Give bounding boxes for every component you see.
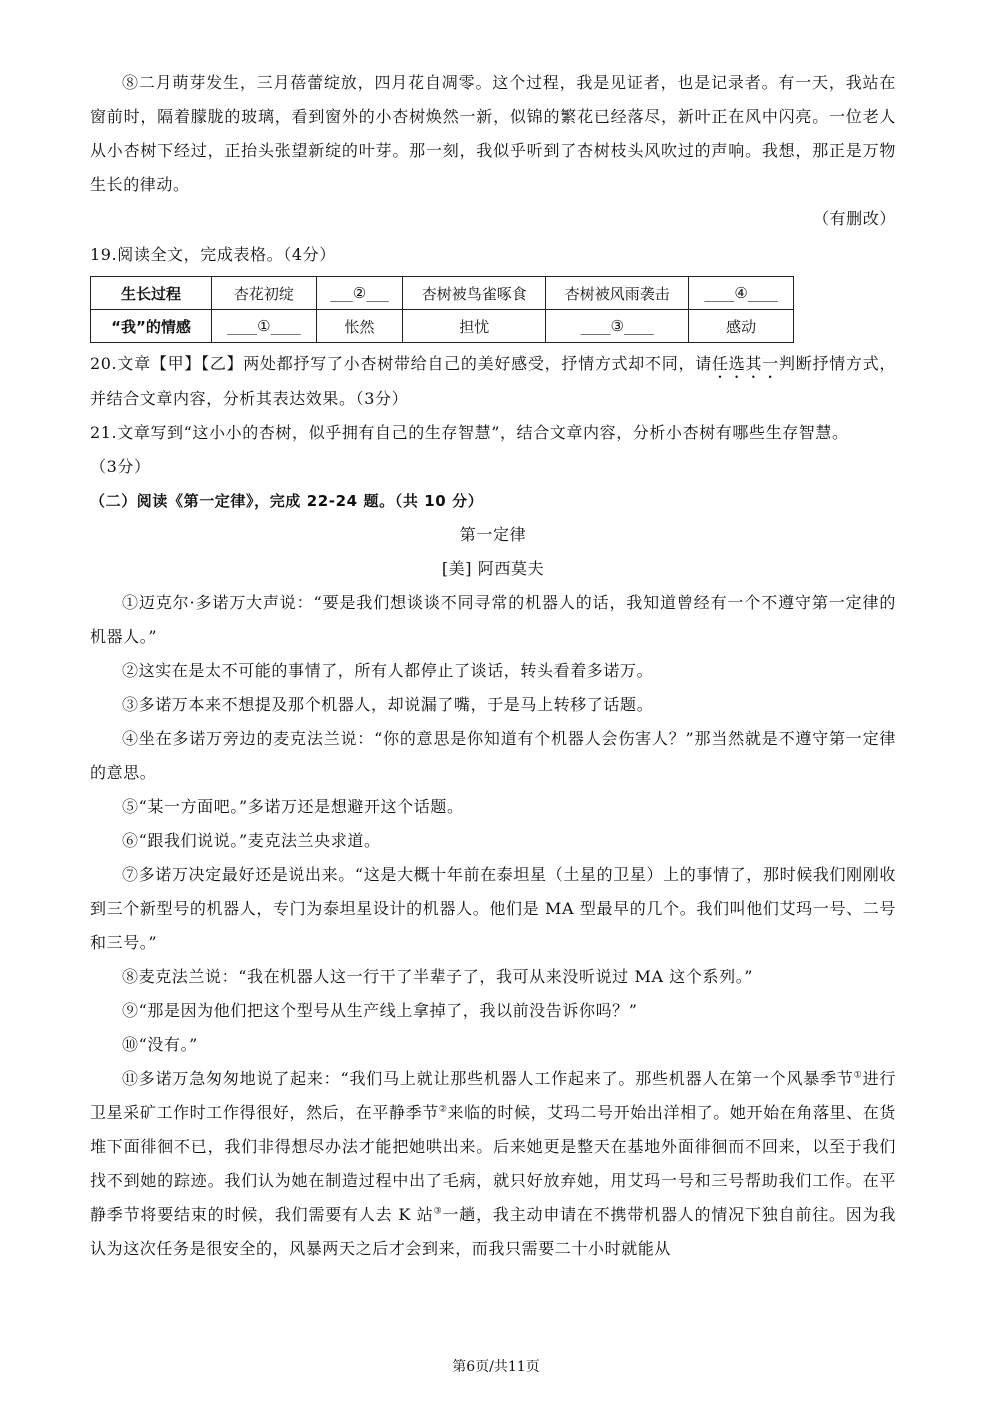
question-19: 19.阅读全文，完成表格。（4分） [90, 245, 336, 264]
table-cell: 杏树被鸟雀啄食 [403, 277, 546, 310]
table-cell-blank: ____④____ [689, 277, 794, 310]
question-21-score: （3分） [90, 457, 151, 476]
page-number: 第6页/共11页 [452, 1359, 540, 1375]
table-cell-blank: ___②___ [316, 277, 403, 310]
story-paragraph: ③多诺万本来不想提及那个机器人，却说漏了嘴，于是马上转移了话题。 [122, 695, 654, 714]
document-page [90, 66, 896, 1266]
story-paragraph: ④坐在多诺万旁边的麦克法兰说：“你的意思是你知道有个机器人会伤害人？”那当然就是不遵守第一定律的意思。 [90, 729, 896, 782]
story-text: 一趟，我主动申请在不携带机器人的情况下独自前往。因为我认为这次任务是很安全的，风暴两天之后才会到来，而我只需要二十小时就能从 [90, 1205, 897, 1258]
table-cell: 生长过程 [91, 277, 212, 310]
table-cell: 怅然 [316, 310, 403, 343]
table-cell: “我”的情感 [91, 310, 212, 343]
story-paragraph: ⑩“没有。” [122, 1035, 198, 1054]
footnote-marker: ① [853, 1070, 863, 1081]
table-row-growth [91, 277, 794, 310]
table-cell: 杏花初绽 [212, 277, 317, 310]
story-paragraph: ⑥“跟我们说说。”麦克法兰央求道。 [122, 831, 381, 850]
story-text: 进行卫星采矿工作时工作得很好，然后，在平静季节 [90, 1069, 897, 1122]
section-heading: （二）阅读《第一定律》，完成 22-24 题。（共 10 分） [90, 492, 484, 510]
emphasis-text: 任选其一 [712, 354, 779, 373]
table-cell: 担忧 [403, 310, 546, 343]
footnote-marker: ③ [433, 1206, 443, 1217]
question-20 [90, 347, 896, 416]
story-title: 第一定律 [459, 525, 527, 544]
table-row-emotion [91, 310, 794, 343]
story-paragraph: ⑨“那是因为他们把这个型号从生产线上拿掉了，我以前没告诉你吗？” [122, 1001, 638, 1020]
question-20-text: 20.文章【甲】【乙】两处都抒写了小杏树带给自己的美好感受，抒情方式却不同，请 [90, 354, 712, 373]
footnote-marker: ② [438, 1104, 448, 1115]
story-paragraph: ⑦多诺万决定最好还是说出来。“这是大概十年前在泰坦星（土星的卫星）上的事情了，那时候我们刚刚收到三个新型号的机器人，专门为泰坦星设计的机器人。他们是 MA 型最早的几个。我们叫他们艾玛一号、二号和三号。” [90, 865, 896, 952]
table-cell: 杏树被风雨袭击 [546, 277, 689, 310]
story-paragraph: ⑧麦克法兰说：“我在机器人这一行干了半辈子了，我可从来没听说过 MA 这个系列。” [122, 967, 754, 986]
question-21: 21.文章写到“这小小的杏树，似乎拥有自己的生存智慧”，结合文章内容，分析小杏树有哪些生存智慧。 [90, 423, 849, 442]
growth-emotion-table [90, 276, 794, 343]
table-cell-blank: ____①____ [212, 310, 317, 343]
question-20-text-end: 判断抒情方式，并结合文章内容，分析其表达效果。（3分） [90, 354, 897, 408]
story-paragraph: ②这实在是太不可能的事情了，所有人都停止了谈话，转头看着多诺万。 [122, 661, 654, 680]
story-paragraph: ①迈克尔·多诺万大声说：“要是我们想谈谈不同寻常的机器人的话，我知道曾经有一个不遵守第一定律的机器人。” [90, 593, 896, 646]
table-cell: 感动 [689, 310, 794, 343]
table-cell-blank: ____③____ [546, 310, 689, 343]
passage-paragraph-8: ⑧二月萌芽发生，三月蓓蕾绽放，四月花自凋零。这个过程，我是见证者，也是记录者。有一天，我站在窗前时，隔着朦胧的玻璃，看到窗外的小杏树焕然一新，似锦的繁花已经落尽，新叶正在风中闪亮。一位老人从小杏树下经过，正抬头张望新绽的叶芽。那一刻，我似乎听到了杏树枝头风吹过的声响。我想，那正是万物生长的律动。 [90, 73, 896, 194]
story-paragraph-11 [90, 1062, 896, 1266]
story-paragraph: ⑤“某一方面吧。”多诺万还是想避开这个话题。 [122, 797, 464, 816]
story-author: [美] 阿西莫夫 [441, 559, 545, 578]
story-text: ⑪多诺万急匆匆地说了起来：“我们马上就让那些机器人工作起来了。那些机器人在第一个风暴季节 [122, 1069, 854, 1088]
story-text: 来临的时候，艾玛二号开始出洋相了。她开始在角落里、在货堆下面徘徊不已，我们非得想尽办法才能把她哄出来。后来她更是整天在基地外面徘徊而不回来，以至于我们找不到她的踪迹。我们认为她在制造过程中出了毛病，就只好放弃她，用艾玛一号和三号帮助我们工作。在平静季节将要结束的时候，我们需要有人去 K 站 [90, 1103, 896, 1224]
source-note: （有删改） [812, 209, 896, 228]
